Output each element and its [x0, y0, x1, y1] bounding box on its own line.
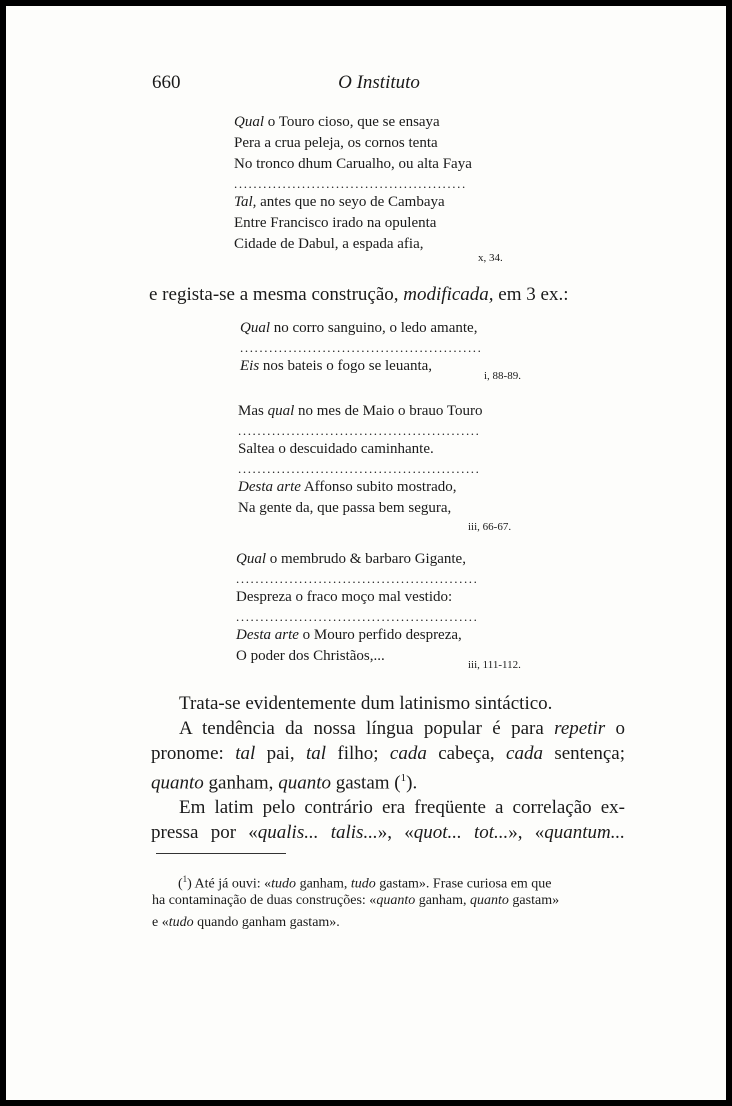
verse-reference: x, 34. [478, 252, 503, 264]
ellipsis-row: .................................................. [236, 571, 479, 586]
verse-reference: i, 88-89. [484, 370, 521, 382]
ellipsis-row: ................................................ [234, 176, 467, 191]
footnote-line: e «tudo quando ganham gastam». [152, 915, 340, 930]
footnote-divider [156, 853, 286, 854]
verse-line: Qual o membrudo & barbaro Gigante, [236, 551, 466, 567]
verse-line: Mas qual no mes de Maio o brauo Touro [238, 403, 483, 419]
verse-block-1 [234, 112, 514, 255]
paragraph-line: A tendência da nossa língua popular é para repetir o [179, 718, 625, 739]
verse-block-3 [238, 401, 518, 519]
paragraph-line: Em latim pelo contrário era freqüente a correlação ex- [179, 797, 625, 819]
running-title: O Instituto [338, 72, 420, 93]
verse-line: O poder dos Christãos,... [236, 648, 385, 664]
verse-line: No tronco dhum Carualho, ou alta Faya [234, 156, 472, 172]
verse-line: Qual o Touro cioso, que se ensaya [234, 114, 440, 130]
footnote-line: ha contaminação de duas construções: «quanto ganham, quanto gastam» [152, 893, 560, 908]
footnote-line: ($^1$) Até já ouvi: «tudo ganham, tudo gastam». Frase curiosa em que [178, 874, 552, 892]
intro-line: e regista-se a mesma construção, modificada, em 3 ex.: [149, 284, 569, 305]
prose-body [151, 691, 625, 845]
verse-line: Tal, antes que no seyo de Cambaya [234, 194, 445, 210]
verse-block-2 [240, 318, 520, 377]
verse-line: Na gente da, que passa bem segura, [238, 500, 452, 516]
paragraph-line: pronome: tal pai, tal filho; cada cabeça, cada sentença; [151, 743, 626, 764]
book-page [6, 6, 726, 1100]
verse-reference: iii, 66-67. [468, 521, 512, 533]
verse-line: Eis nos bateis o fogo se leuanta, [240, 358, 433, 374]
paragraph-line: pressa por «qualis... talis...», «quot... tot...», «quantum... [151, 822, 625, 844]
ellipsis-row: .................................................. [238, 423, 481, 438]
verse-reference: iii, 111-112. [468, 659, 521, 671]
ellipsis-row: .................................................. [240, 340, 483, 355]
ellipsis-row: .................................................. [236, 609, 479, 624]
verse-line: Entre Francisco irado na opulenta [234, 215, 437, 231]
paragraph: Trata-se evidentemente dum latinismo sintáctico. [179, 693, 553, 714]
verse-line: Pera a crua peleja, os cornos tenta [234, 135, 438, 151]
ellipsis-row: .................................................. [238, 461, 481, 476]
verse-line: Saltea o descuidado caminhante. [238, 441, 434, 457]
page-number: 660 [152, 72, 181, 93]
running-header [152, 72, 606, 96]
verse-block-4 [236, 549, 516, 667]
paragraph-line: quanto ganham, quanto gastam ($^1$). [151, 772, 418, 794]
verse-line: Desta arte Affonso subito mostrado, [238, 479, 457, 495]
verse-line: Despreza o fraco moço mal vestido: [236, 589, 453, 605]
verse-line: Qual no corro sanguino, o ledo amante, [240, 320, 478, 336]
verse-line: Desta arte o Mouro perfido despreza, [236, 627, 462, 643]
verse-line: Cidade de Dabul, a espada afia, [234, 236, 424, 252]
